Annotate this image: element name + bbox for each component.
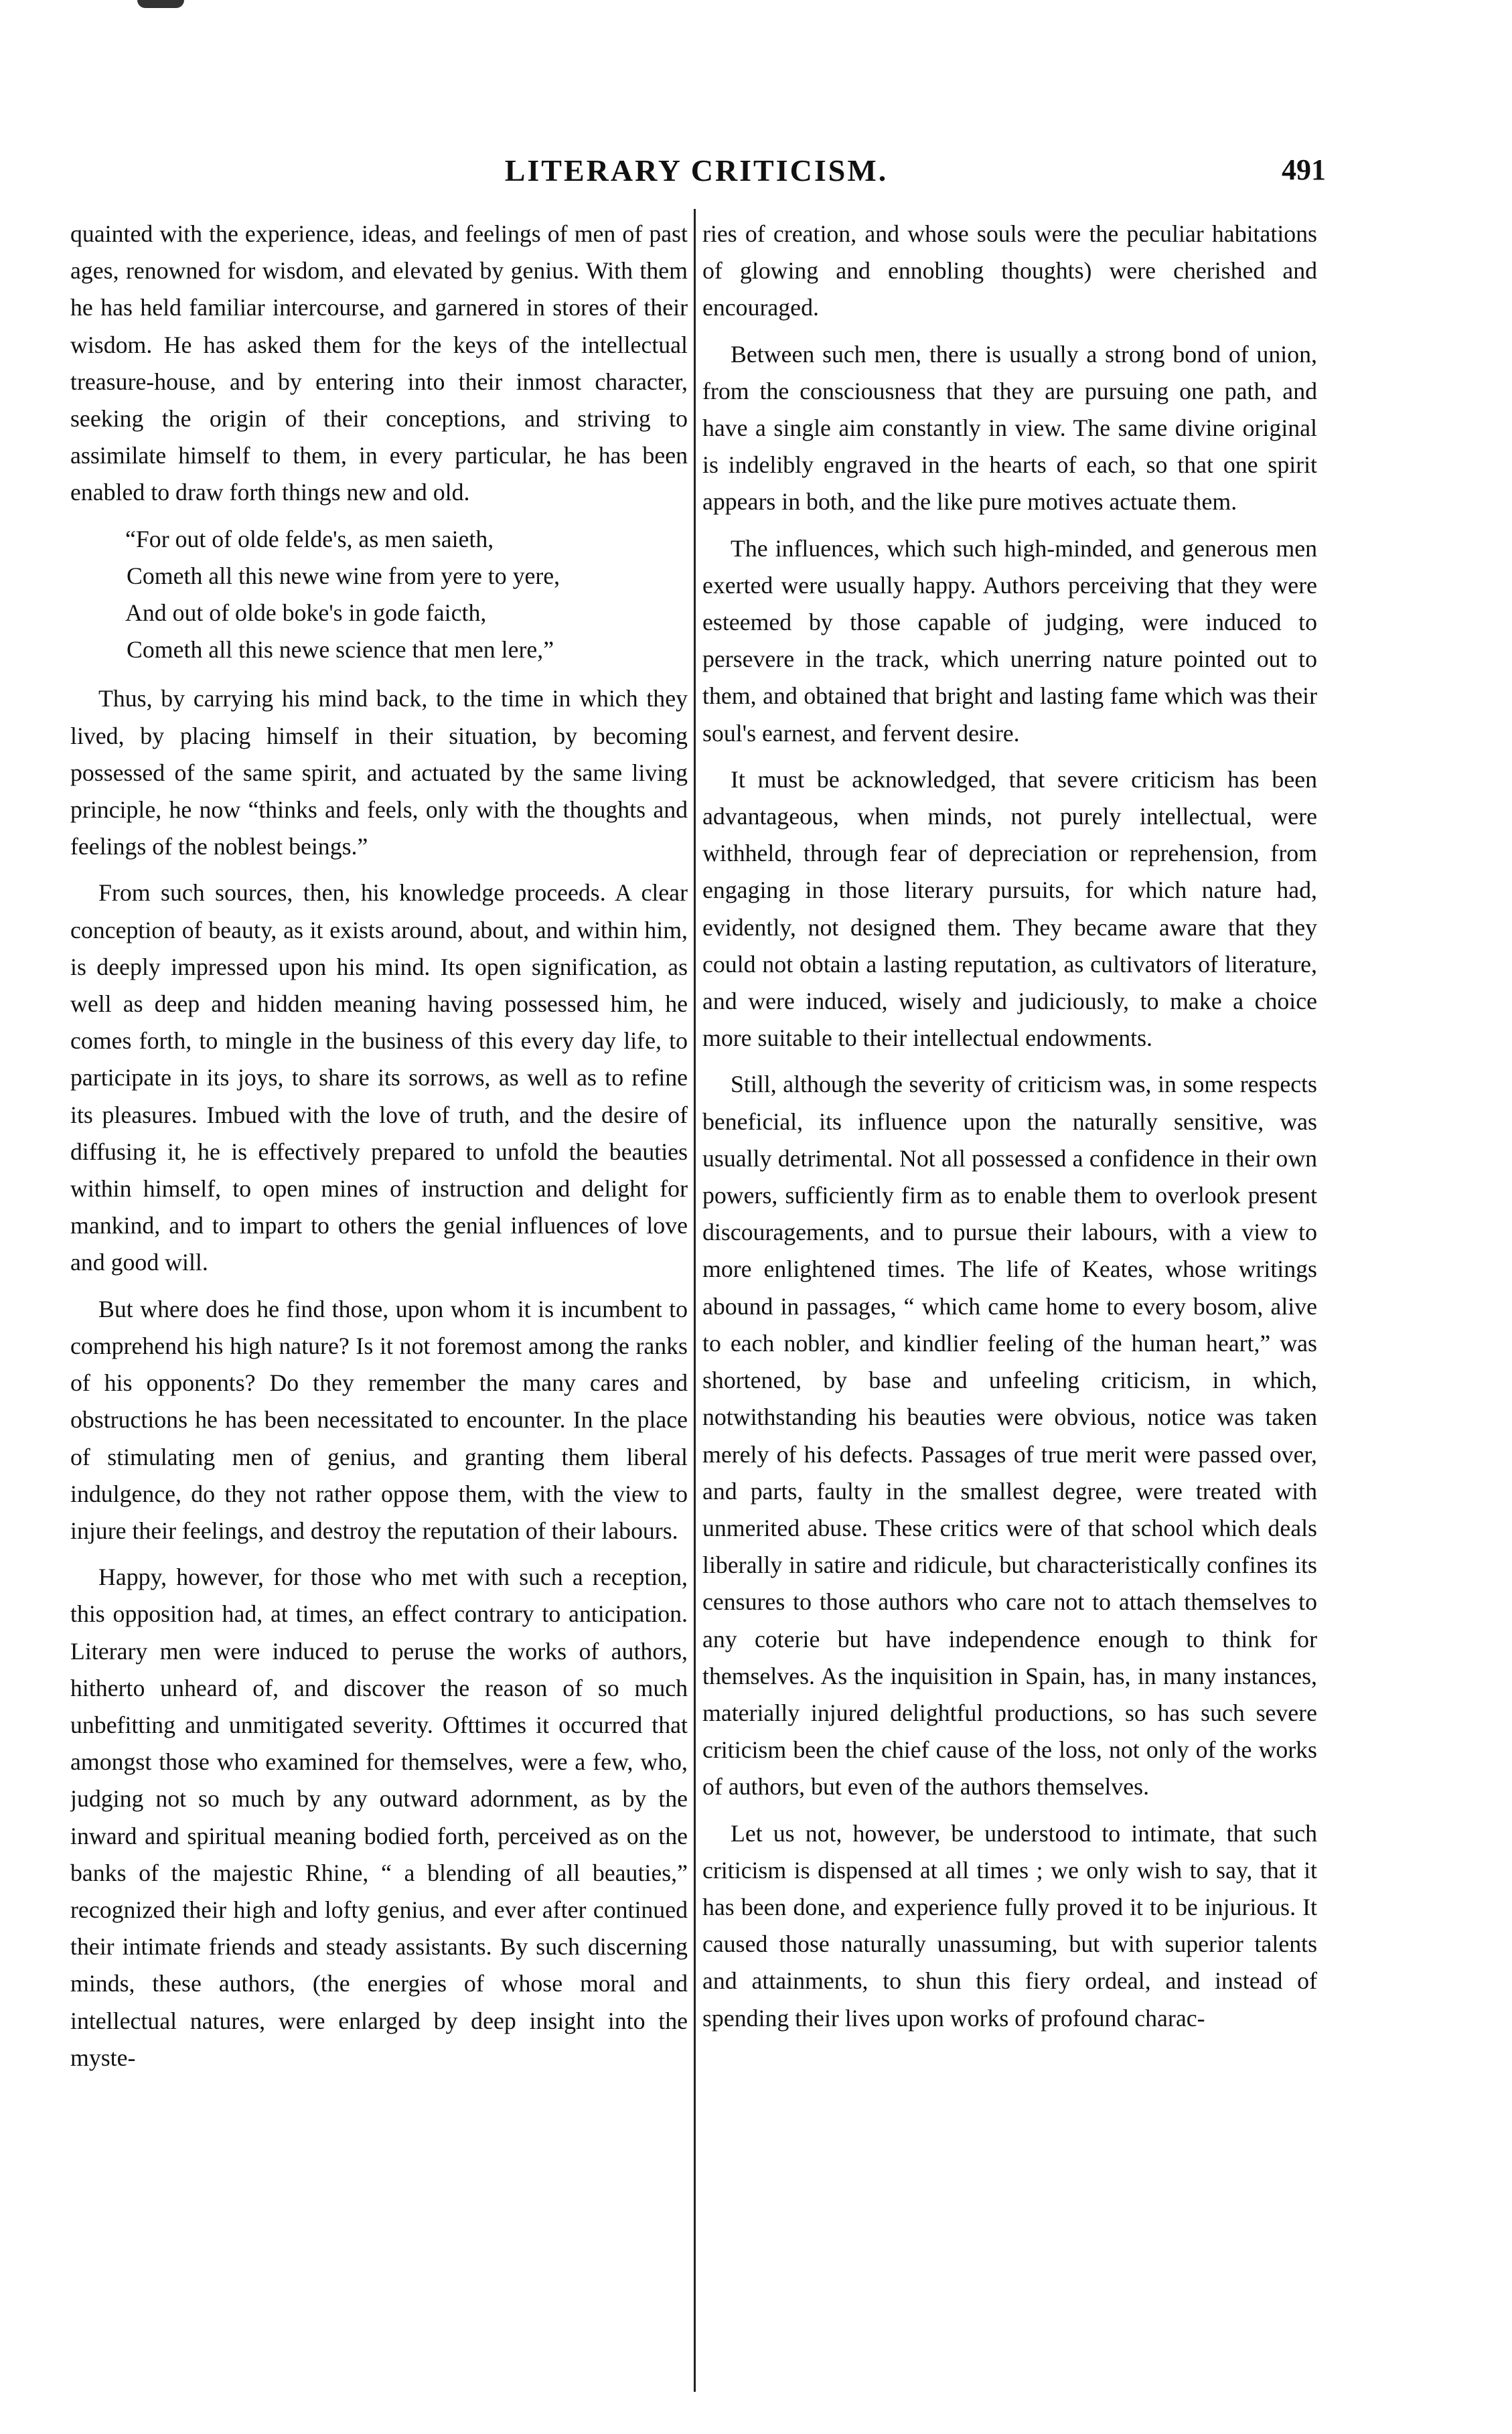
column-divider bbox=[694, 209, 696, 2392]
paragraph: Between such men, there is usually a strong bond of union, from the consciousness that they are pursuing one path, and have a single aim constantly in view. The same divine original is indelibly engraved in the hearts of each, so that one spirit appears in both, and the like pure motives actuate them. bbox=[702, 340, 1317, 516]
right-column bbox=[702, 216, 1317, 2405]
verse-line: “For out of olde felde's, as men saieth, bbox=[125, 525, 494, 552]
verse-line: Cometh all this newe wine from yere to yere, bbox=[127, 562, 560, 589]
scan-artifact bbox=[137, 0, 184, 8]
paragraph: Thus, by carrying his mind back, to the time in which they lived, by placing himself in their situation, by becoming possessed of the same spirit, and actuated by the same living principle, he now “thinks and feels, only with the thoughts and feelings of the noblest beings.” bbox=[70, 685, 688, 860]
page-number: 491 bbox=[1282, 153, 1326, 186]
paragraph: Still, although the severity of criticism was, in some respects beneficial, its influence upon the naturally sensitive, was usually detrimental. Not all possessed a confidence in their own powers, sufficiently firm as to enable them to overlook present discouragements, and to pursue their labours, with a view to more enlightened times. The life of Keates, whose writings abound in passages, “ which came home to every bosom, alive to each nobler, and kindlier feeling of the human heart,” was shortened, by base and unfeeling criticism, in which, notwithstanding his beauties were obvious, notice was taken merely of his defects. Passages of true merit were passed over, and parts, faulty in the smallest degree, were treated with unmerited abuse. These critics were of that school which deals liberally in satire and ridicule, but characteristically confines its censures to those authors who care not to attach themselves to any coterie but have independence enough to think for themselves. As the inquisition in Spain, has, in many instances, materially injured delightful productions, so has such severe criticism been the chief cause of the loss, not only of the works of authors, but even of the authors themselves. bbox=[702, 1071, 1317, 1801]
paragraph: Let us not, however, be understood to intimate, that such criticism is dispensed at all times ; we only wish to say, that it has been done, and experience fully proved it to be injurious. It caused those naturally unassuming, but with superior talents and attainments, to shun this fiery ordeal, and instead of spending their lives upon works of profound charac- bbox=[702, 1819, 1317, 2032]
page-header bbox=[67, 153, 1326, 206]
paragraph: ries of creation, and whose souls were the peculiar habitations of glowing and ennobling thoughts) were cherished and encouraged. bbox=[702, 220, 1317, 321]
verse-line: And out of olde boke's in gode faicth, bbox=[125, 599, 487, 627]
running-title: LITERARY CRITICISM. bbox=[504, 153, 889, 187]
verse-line: Cometh all this newe science that men lere,” bbox=[127, 636, 554, 664]
paragraph: It must be acknowledged, that severe criticism has been advantageous, when minds, not purely intellectual, were withheld, through fear of depreciation or reprehension, from engaging in those literary pursuits, for which nature had, evidently, not designed them. They became aware that they could not obtain a lasting reputation, as cultivators of literature, and were induced, wisely and judiciously, to make a choice more suitable to their intellectual endowments. bbox=[702, 765, 1317, 1052]
paragraph: The influences, which such high-minded, and generous men exerted were usually happy. Authors perceiving that they were esteemed by those capable of judging, were induced to persevere in the track, which unerring nature pointed out to them, and obtained that bright and lasting fame which was their soul's earnest, and fervent desire. bbox=[702, 534, 1317, 747]
verse-quote bbox=[125, 521, 688, 669]
left-column bbox=[70, 216, 688, 2405]
paragraph: From such sources, then, his knowledge proceeds. A clear conception of beauty, as it exists around, about, and within him, is deeply impressed upon his mind. Its open signification, as well as deep and hidden meaning having possessed him, he comes forth, to mingle in the business of this every day life, to participate in its joys, to share its sorrows, as well as to refine its pleasures. Imbued with the love of truth, and the desire of diffusing it, he is effectively prepared to unfold the beauties within himself, to open mines of instruction and delight for mankind, and to impart to others the genial influences of love and good will. bbox=[70, 879, 688, 1276]
paragraph: quainted with the experience, ideas, and feelings of men of past ages, renowned for wisdom, and elevated by genius. With them he has held familiar intercourse, and garnered in stores of their wisdom. He has asked them for the keys of the intellectual treasure-house, and by entering into their inmost character, seeking the origin of their conceptions, and striving to assimilate himself to them, in every particular, he has been enabled to draw forth things new and old. bbox=[70, 220, 688, 506]
paragraph: Happy, however, for those who met with such a reception, this opposition had, at times, an effect contrary to anticipation. Literary men were induced to peruse the works of authors, hitherto unheard of, and discover the reason of so much unbefitting and unmitigated severity. Ofttimes it occurred that amongst those who examined for themselves, were a few, who, judging not so much by any outward adornment, as by the inward and spiritual meaning bodied forth, perceived as on the banks of the majestic Rhine, “ a blending of all beauties,” recognized their high and lofty genius, and ever after continued their intimate friends and steady assistants. By such discerning minds, these authors, (the energies of whose moral and intellectual natures, were enlarged by deep insight into the myste- bbox=[70, 1564, 688, 2071]
paragraph: But where does he find those, upon whom it is incumbent to comprehend his high nature? Is it not foremost among the ranks of his opponents? Do they remember the many cares and obstructions he has been necessitated to encounter. In the place of stimulating men of genius, and granting them liberal indulgence, do they not rather oppose them, with the view to injure their feelings, and destroy the reputation of their labours. bbox=[70, 1295, 688, 1544]
